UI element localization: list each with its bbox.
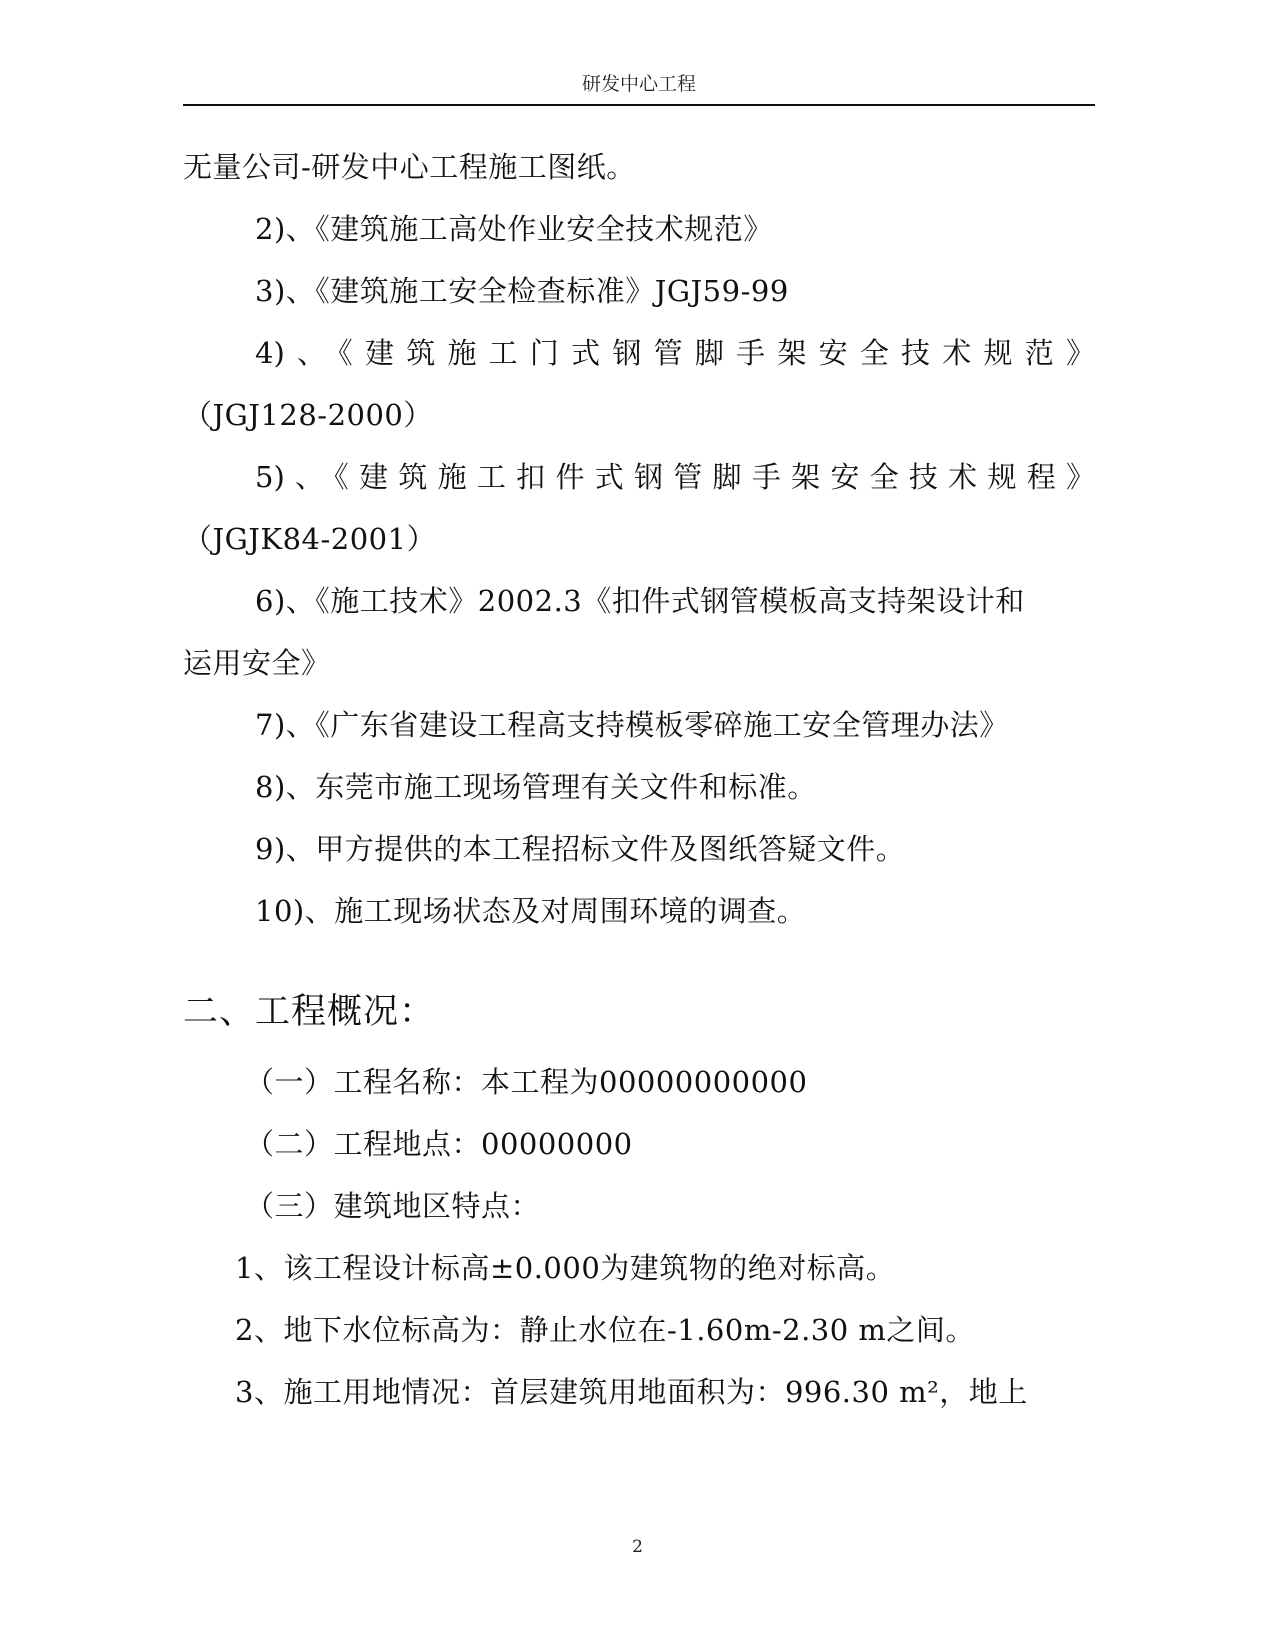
- list-item-6-cont: 运用安全》: [183, 646, 331, 680]
- header-title: 研发中心工程: [581, 73, 696, 95]
- page-number: 2: [632, 1537, 643, 1557]
- list-item-7: 7)、《广东省建设工程高支持模板零碎施工安全管理办法》: [255, 708, 1009, 742]
- list-item-9: 9)、甲方提供的本工程招标文件及图纸答疑文件。: [255, 832, 906, 866]
- list-item-5-code: （JGJK84-2001）: [183, 522, 437, 556]
- section-title: 二、工程概况：: [183, 992, 436, 1032]
- list-item-2: 2)、《建筑施工高处作业安全技术规范》: [255, 212, 773, 246]
- feature-item-2: 2、地下水位标高为：静止水位在-1.60m-2.30 m之间。: [235, 1313, 975, 1347]
- list-item-10: 10)、施工现场状态及对周围环境的调查。: [255, 894, 807, 928]
- list-item-4-code: （JGJ128-2000）: [183, 398, 433, 432]
- project-name-line: （一）工程名称：本工程为00000000000: [245, 1065, 808, 1099]
- list-item-5: 5)、《建筑施工扣件式钢管脚手架安全技术规程》: [255, 460, 1095, 494]
- page-header: [183, 70, 1095, 106]
- list-item-6: 6)、《施工技术》2002.3《扣件式钢管模板高支持架设计和: [255, 584, 1025, 618]
- list-item-8: 8)、东莞市施工现场管理有关文件和标准。: [255, 770, 817, 804]
- project-location-line: （二）工程地点：00000000: [245, 1127, 633, 1161]
- list-item-3: 3)、《建筑施工安全检查标准》JGJ59-99: [255, 274, 789, 308]
- list-item-4: 4)、《建筑施工门式钢管脚手架安全技术规范》: [255, 336, 1095, 370]
- site-features-heading: （三）建筑地区特点：: [245, 1189, 541, 1223]
- feature-item-1: 1、该工程设计标高±0.000为建筑物的绝对标高。: [235, 1251, 896, 1285]
- feature-item-3: 3、施工用地情况：首层建筑用地面积为：996.30 m²，地上: [235, 1375, 1028, 1409]
- line-drawing-source: 无量公司-研发中心工程施工图纸。: [183, 150, 636, 184]
